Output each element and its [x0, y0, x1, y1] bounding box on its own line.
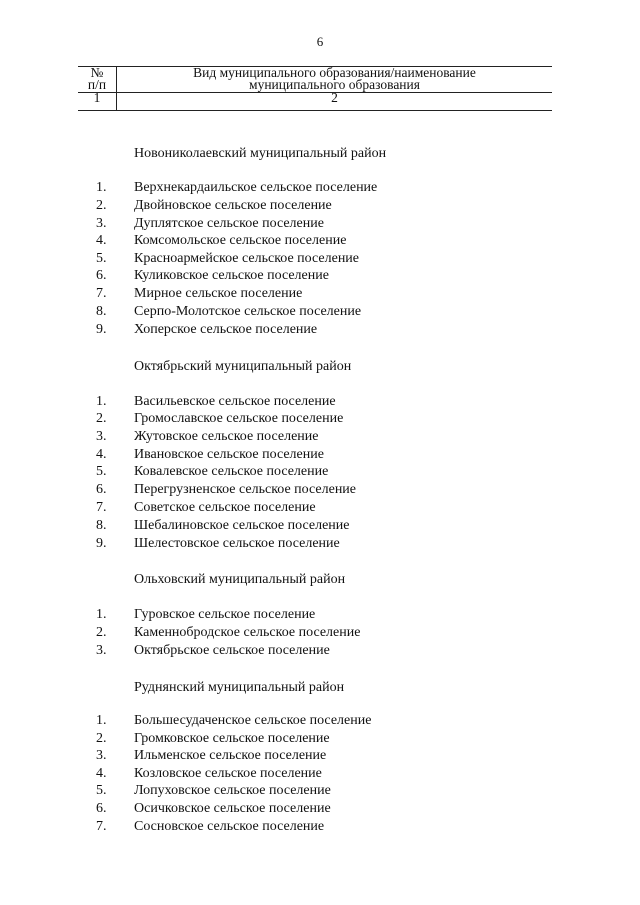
list-item-number: 9.	[96, 536, 107, 551]
list-item-name: Громославское сельское поселение	[134, 411, 344, 426]
list-item-name: Шелестовское сельское поселение	[134, 536, 340, 551]
list-item-number: 6.	[96, 801, 107, 816]
list-item-number: 2.	[96, 411, 107, 426]
list-item-name: Куликовское сельское поселение	[134, 268, 329, 283]
section-title: Руднянский муниципальный район	[134, 680, 345, 695]
list-item-name: Осичковское сельское поселение	[134, 801, 331, 816]
list-item-number: 3.	[96, 429, 107, 444]
list-item-number: 7.	[96, 819, 107, 834]
list-item-number: 6.	[96, 482, 107, 497]
list-item-name: Сосновское сельское поселение	[134, 819, 325, 834]
list-item-name: Мирное сельское поселение	[134, 286, 303, 301]
list-item-number: 5.	[96, 783, 107, 798]
table-header	[78, 62, 552, 114]
list-item-name: Серпо-Молотское сельское поселение	[134, 304, 362, 319]
header-number-sign: №	[90, 65, 104, 80]
list-item-number: 5.	[96, 464, 107, 479]
list-item-number: 4.	[96, 766, 107, 781]
list-item-name: Шебалиновское сельское поселение	[134, 518, 350, 533]
list-item-number: 8.	[96, 304, 107, 319]
list-item-name: Советское сельское поселение	[134, 500, 316, 515]
section-title: Октябрьский муниципальный район	[134, 359, 352, 374]
list-item-number: 7.	[96, 500, 107, 515]
list-item-number: 8.	[96, 518, 107, 533]
list-item-name: Козловское сельское поселение	[134, 766, 322, 781]
list-item-name: Ивановское сельское поселение	[134, 447, 324, 462]
list-item-number: 3.	[96, 643, 107, 658]
list-item-number: 9.	[96, 322, 107, 337]
list-item-number: 3.	[96, 748, 107, 763]
header-column-number-1: 1	[93, 90, 101, 105]
list-item-name: Ильменское сельское поселение	[134, 748, 327, 763]
list-item-name: Комсомольское сельское поселение	[134, 233, 347, 248]
list-item-number: 7.	[96, 286, 107, 301]
list-item-name: Ковалевское сельское поселение	[134, 464, 329, 479]
list-item-name: Жутовское сельское поселение	[134, 429, 319, 444]
list-item-name: Октябрьское сельское поселение	[134, 643, 330, 658]
list-item-name: Громковское сельское поселение	[134, 731, 330, 746]
header-title-line1: Вид муниципального образования/наименование	[193, 65, 476, 80]
header-bottom-rule	[78, 110, 552, 111]
list-item-number: 6.	[96, 268, 107, 283]
list-item-number: 2.	[96, 731, 107, 746]
section-title: Ольховский муниципальный район	[134, 572, 346, 587]
list-item-number: 4.	[96, 447, 107, 462]
section-title: Новониколаевский муниципальный район	[134, 146, 387, 161]
list-item-name: Гуровское сельское поселение	[134, 607, 316, 622]
list-item-name: Красноармейское сельское поселение	[134, 251, 360, 266]
page-number: 6	[316, 34, 324, 49]
header-number-column	[78, 67, 116, 91]
list-item-number: 1.	[96, 713, 107, 728]
list-item-number: 1.	[96, 180, 107, 195]
header-number-abbrev: п/п	[87, 77, 107, 92]
list-item-number: 1.	[96, 394, 107, 409]
list-item-name: Перегрузненское сельское поселение	[134, 482, 357, 497]
list-item-name: Двойновское сельское поселение	[134, 198, 332, 213]
list-item-name: Каменнобродское сельское поселение	[134, 625, 361, 640]
list-item-name: Верхнекардаильское сельское поселение	[134, 180, 378, 195]
header-title-column	[117, 67, 552, 91]
list-item-name: Хоперское сельское поселение	[134, 322, 318, 337]
list-item-name: Лопуховское сельское поселение	[134, 783, 331, 798]
list-item-number: 4.	[96, 233, 107, 248]
list-item-number: 2.	[96, 625, 107, 640]
list-item-name: Васильевское сельское поселение	[134, 394, 336, 409]
header-title-line2: муниципального образования	[249, 77, 420, 92]
list-item-number: 1.	[96, 607, 107, 622]
list-item-name: Большесудаченское сельское поселение	[134, 713, 372, 728]
list-item-number: 2.	[96, 198, 107, 213]
list-item-name: Дуплятское сельское поселение	[134, 216, 324, 231]
list-item-number: 5.	[96, 251, 107, 266]
header-column-number-2: 2	[331, 90, 338, 105]
list-item-number: 3.	[96, 216, 107, 231]
